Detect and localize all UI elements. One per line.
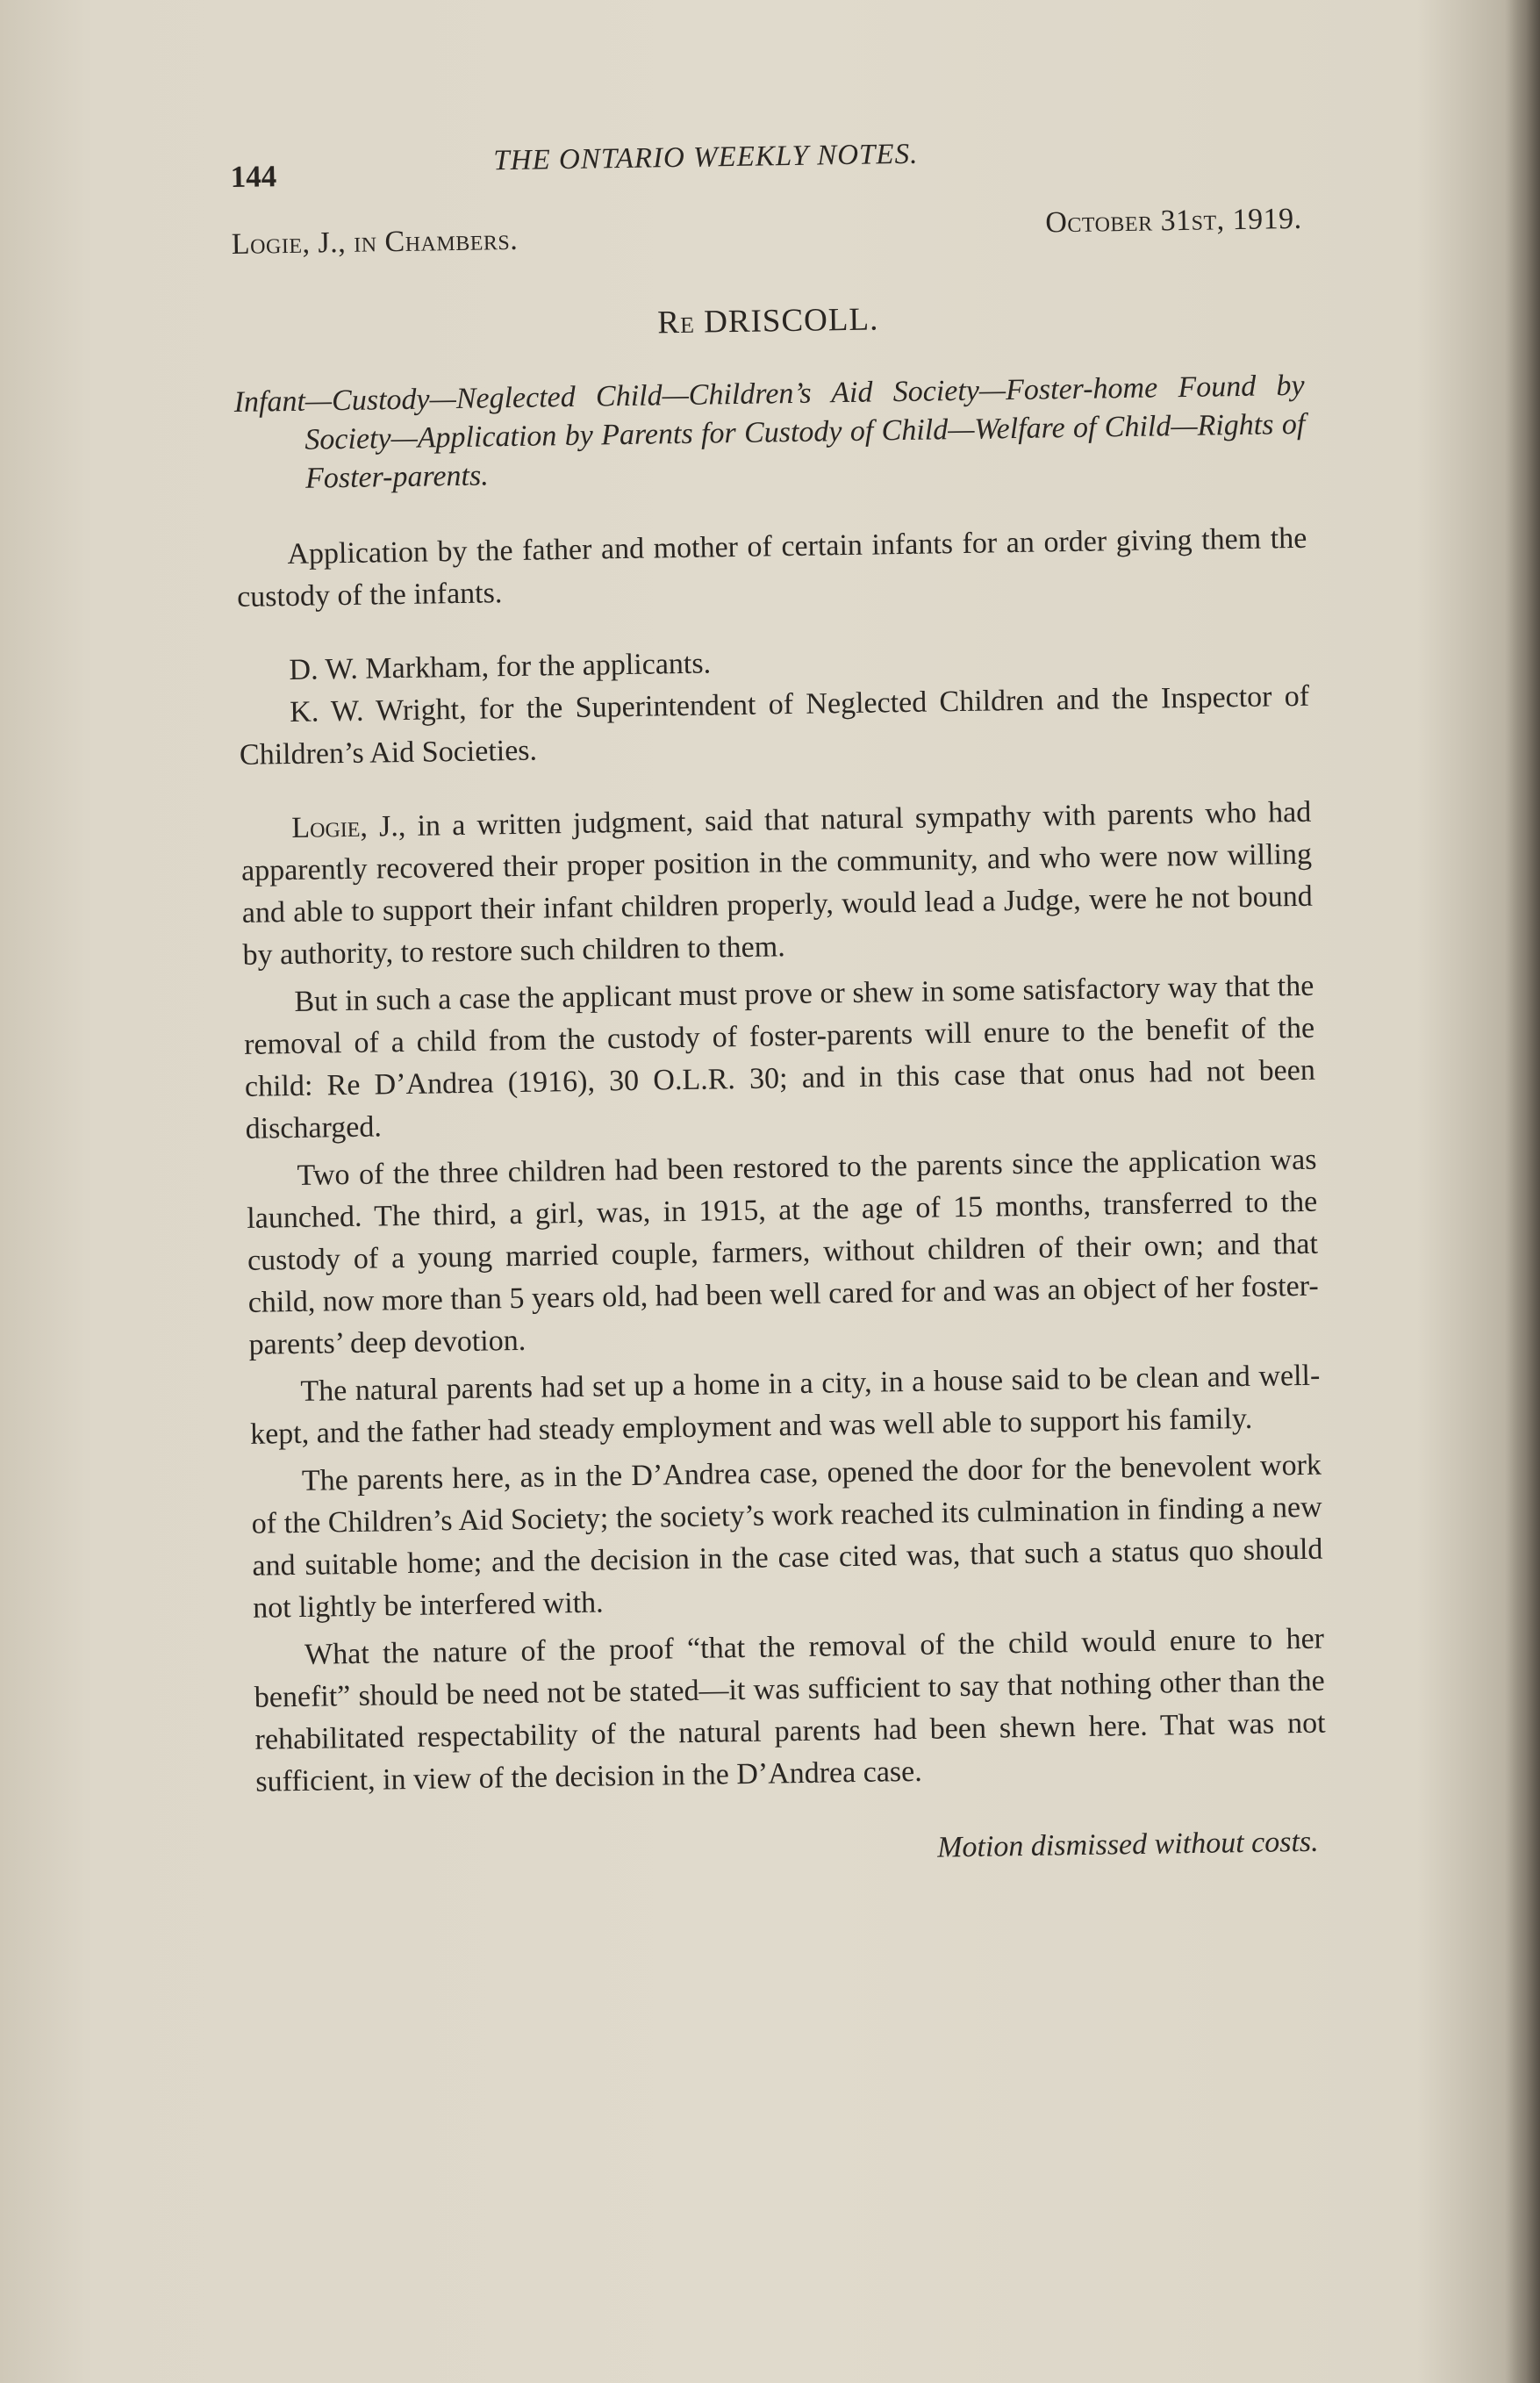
judgment-paragraph: But in such a case the applicant must prove or shew in some satisfactory way that the removal of a child from the custody of foster-parents will enure to the benefit of the child: Re D’Andrea (1916), 30 O.L.R. 30; and in this case that onus had not been discharged. bbox=[243, 969, 1316, 1145]
judgment-paragraph: The parents here, as in the D’Andrea case, opened the door for the benevolent work of the Children’s Aid Society; the society’s work reached its culmination in finding a new and suitable home; and the decision in the case cited was, that such a status quo should not lightly be interfered with. bbox=[251, 1448, 1323, 1625]
page-edge-shadow bbox=[1505, 0, 1540, 2383]
counsel-line: D. W. Markham, for the applicants. bbox=[289, 647, 712, 687]
journal-title: THE ONTARIO WEEKLY NOTES. bbox=[493, 138, 919, 177]
judgment-opening-paragraph bbox=[240, 792, 1314, 977]
judgment-paragraph: The natural parents had set up a home in a city, in a house said to be clean and well-kept, and the father had steady employment and was well able to support his family. bbox=[249, 1359, 1321, 1451]
application-paragraph: Application by the father and mother of certain infants for an order giving them the custody of the infants. bbox=[236, 521, 1307, 614]
court-and-judge: Logie, J., in Chambers. bbox=[231, 223, 519, 261]
running-head bbox=[230, 124, 1301, 193]
page-number: 144 bbox=[230, 159, 277, 194]
case-title: Re DRISCOLL. bbox=[657, 301, 879, 341]
disposition: Motion dismissed without costs. bbox=[936, 1825, 1319, 1864]
court-line bbox=[231, 203, 1302, 281]
judgment-paragraph: Two of the three children had been restored to the parents since the application was launched. The third, a girl, was, in 1915, at the age of 15 months, transferred to the custody of a young married couple, farmers, without children of their own; and that child, now more than 5 years old, had been well cared for and was an object of her foster-parents’ deep devotion. bbox=[247, 1143, 1319, 1361]
counsel-line: K. W. Wright, for the Superintendent of Neglected Children and the Inspector of Children’s Aid Societies. bbox=[239, 679, 1310, 772]
headnote: Infant—Custody—Neglected Child—Children’s Aid Society—Foster-home Found by Society—Application by Parents for Custody of Child—Welfare of Child—Rights of Foster-parents. bbox=[233, 369, 1306, 495]
judge-name: Logie, J. bbox=[291, 810, 399, 844]
judgment-opening-text: , in a written judgment, said that natural sympathy with parents who had apparently recovered their proper position in the community, and who were now willing and able to support their infant children properly, would lead a Judge, were he not bound by authority, to restore such children to them. bbox=[240, 795, 1313, 972]
judgment-paragraph: What the nature of the proof “that the removal of the child would enure to her benefit” should be need not be stated—it was sufficient to say that nothing other than the rehabilitated respectability of the natural parents had been shewn here. That was not sufficient, in view of the decision in the D’Andrea case. bbox=[254, 1622, 1326, 1798]
judgment-date: October 31st, 1919. bbox=[1044, 202, 1302, 240]
page-content bbox=[230, 124, 1328, 1876]
